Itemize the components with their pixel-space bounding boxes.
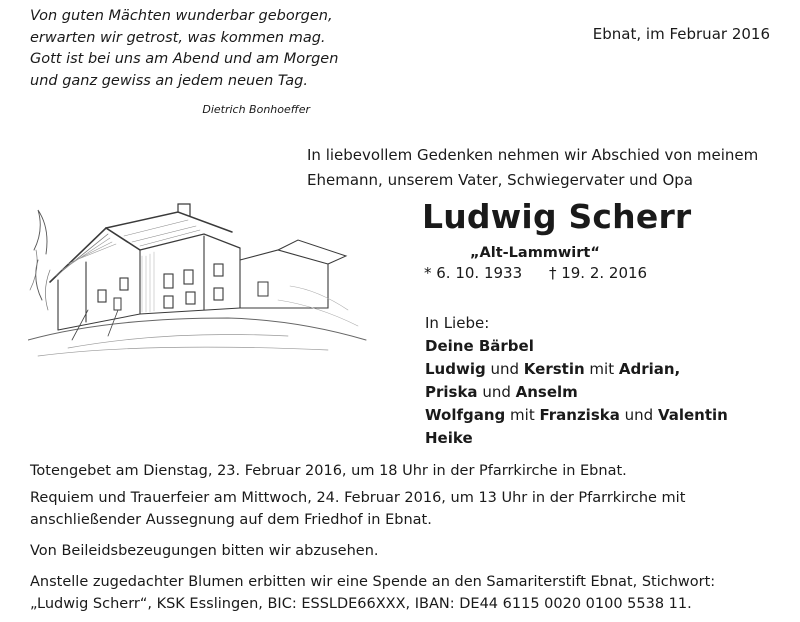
quote-author: Dietrich Bonhoeffer [202, 103, 310, 116]
mourner-line [425, 404, 728, 427]
connector-text: und [485, 360, 524, 378]
quote-line: erwarten wir getrost, was kommen mag. [30, 29, 326, 46]
connector-text: mit [505, 406, 540, 424]
mourner-name: Valentin [657, 406, 728, 424]
donation-text: „Ludwig Scherr“, KSK Esslingen, BIC: ESSLDE66XXX, IBAN: DE44 6115 0020 0100 5538 11. [30, 596, 692, 612]
mourner-line [425, 427, 728, 450]
mourner-name: Priska [425, 383, 478, 401]
mourners-list [425, 312, 728, 450]
mourner-name: Wolfgang [425, 406, 506, 424]
quote-line: Gott ist bei uns am Abend und am Morgen [30, 51, 339, 67]
requiem-text: anschließender Aussegnung auf dem Friedhof in Ebnat. [30, 512, 432, 528]
condolences-text: Von Beileidsbezeugungen bitten wir abzusehen. [30, 543, 379, 559]
life-dates [424, 264, 647, 282]
mourner-name: Anselm [515, 383, 578, 401]
quote-line: Von guten Mächten wunderbar geborgen, [30, 8, 333, 24]
house-sketch-image [28, 190, 368, 362]
intro-line: Ehemann, unserem Vater, Schwiegervater und Opa [307, 171, 693, 189]
connector-text: und [619, 406, 658, 424]
mourner-name: Adrian, [618, 360, 681, 378]
intro-text [307, 143, 787, 193]
mourner-name: Ludwig [425, 360, 486, 378]
mourner-name: Franziska [539, 406, 620, 424]
quote-line: und ganz gewiss an jedem neuen Tag. [30, 72, 308, 89]
totengebet-text: Totengebet am Dienstag, 23. Februar 2016, um 18 Uhr in der Pfarrkirche in Ebnat. [30, 463, 627, 479]
deceased-nickname: „Alt-Lammwirt“ [470, 245, 600, 261]
mourner-line [425, 335, 728, 358]
mourners-intro: In Liebe: [425, 314, 490, 332]
mourner-name: Heike [425, 429, 473, 447]
requiem-text: Requiem und Trauerfeier am Mittwoch, 24. Februar 2016, um 13 Uhr in der Pfarrkirche mit [30, 490, 686, 506]
mourner-name: Kerstin [523, 360, 585, 378]
mourner-line [425, 381, 728, 404]
service-details [30, 460, 790, 615]
place-date: Ebnat, im Februar 2016 [592, 25, 770, 43]
donation-text: Anstelle zugedachter Blumen erbitten wir eine Spende an den Samariterstift Ebnat, Stichwort: [30, 574, 716, 590]
intro-line: In liebevollem Gedenken nehmen wir Abschied von meinem [307, 146, 759, 164]
death-date: † 19. 2. 2016 [548, 264, 648, 282]
deceased-name: Ludwig Scherr [422, 197, 692, 236]
mourner-line [425, 358, 728, 381]
connector-text: und [477, 383, 516, 401]
bonhoeffer-quote [30, 6, 339, 92]
connector-text: mit [584, 360, 619, 378]
mourner-name: Deine Bärbel [425, 337, 534, 355]
birth-date: * 6. 10. 1933 [424, 264, 523, 282]
